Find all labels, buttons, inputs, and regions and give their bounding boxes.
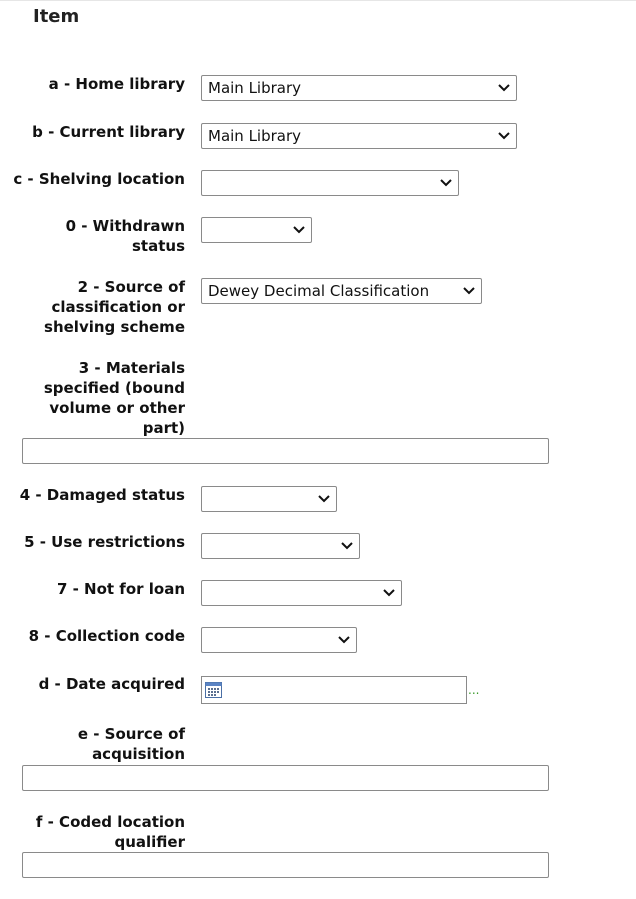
- home-library-label: a - Home library: [48, 75, 185, 93]
- label-line: f - Coded location: [35, 813, 185, 831]
- chevron-down-icon: [463, 279, 475, 303]
- not-for-loan-label: 7 - Not for loan: [56, 580, 185, 598]
- chevron-down-icon: [383, 581, 395, 605]
- current-library-label: b - Current library: [32, 123, 185, 141]
- current-library-select[interactable]: [201, 123, 517, 149]
- classification-source-select[interactable]: [201, 278, 482, 304]
- damaged-status-label: 4 - Damaged status: [19, 486, 185, 504]
- classification-source-label: [44, 277, 185, 337]
- current-library-value: Main Library: [208, 127, 302, 145]
- date-acquired-label: d - Date acquired: [38, 675, 185, 693]
- withdrawn-status-label: [66, 216, 185, 256]
- chevron-down-icon: [293, 218, 305, 242]
- materials-specified-input[interactable]: [22, 438, 549, 464]
- chevron-down-icon: [440, 171, 452, 195]
- shelving-location-label: c - Shelving location: [13, 170, 185, 188]
- use-restrictions-label: 5 - Use restrictions: [24, 533, 185, 551]
- section-title: Item: [33, 6, 80, 27]
- collection-code-select[interactable]: [201, 627, 357, 653]
- chevron-down-icon: [498, 76, 510, 100]
- source-of-acquisition-input[interactable]: [22, 765, 549, 791]
- coded-location-qualifier-input[interactable]: [22, 852, 549, 878]
- classification-source-value: Dewey Decimal Classification: [208, 282, 430, 300]
- collection-code-label: 8 - Collection code: [28, 627, 185, 645]
- calendar-icon[interactable]: [205, 682, 222, 702]
- label-line: 3 - Materials: [78, 359, 185, 377]
- label-line: 0 - Withdrawn: [65, 217, 185, 235]
- home-library-select[interactable]: [201, 75, 517, 101]
- chevron-down-icon: [318, 487, 330, 511]
- shelving-location-select[interactable]: [201, 170, 459, 196]
- withdrawn-status-select[interactable]: [201, 217, 312, 243]
- date-acquired-more-link[interactable]: ...: [468, 683, 480, 697]
- label-line: e - Source of: [77, 725, 185, 743]
- coded-location-qualifier-label: [36, 812, 185, 852]
- source-of-acquisition-label: [78, 724, 185, 764]
- label-line: volume or other: [49, 399, 185, 417]
- label-line: status: [132, 237, 185, 255]
- damaged-status-select[interactable]: [201, 486, 337, 512]
- materials-specified-label: [44, 358, 185, 438]
- label-line: classification or: [51, 298, 185, 316]
- label-line: part): [142, 419, 185, 437]
- label-line: qualifier: [114, 833, 185, 851]
- chevron-down-icon: [338, 628, 350, 652]
- label-line: shelving scheme: [44, 318, 185, 336]
- home-library-value: Main Library: [208, 79, 302, 97]
- chevron-down-icon: [341, 534, 353, 558]
- date-acquired-input[interactable]: [201, 676, 467, 704]
- label-line: specified (bound: [43, 379, 185, 397]
- chevron-down-icon: [498, 124, 510, 148]
- label-line: 2 - Source of: [77, 278, 185, 296]
- label-line: acquisition: [92, 745, 185, 763]
- top-divider: [0, 0, 636, 1]
- use-restrictions-select[interactable]: [201, 533, 360, 559]
- not-for-loan-select[interactable]: [201, 580, 402, 606]
